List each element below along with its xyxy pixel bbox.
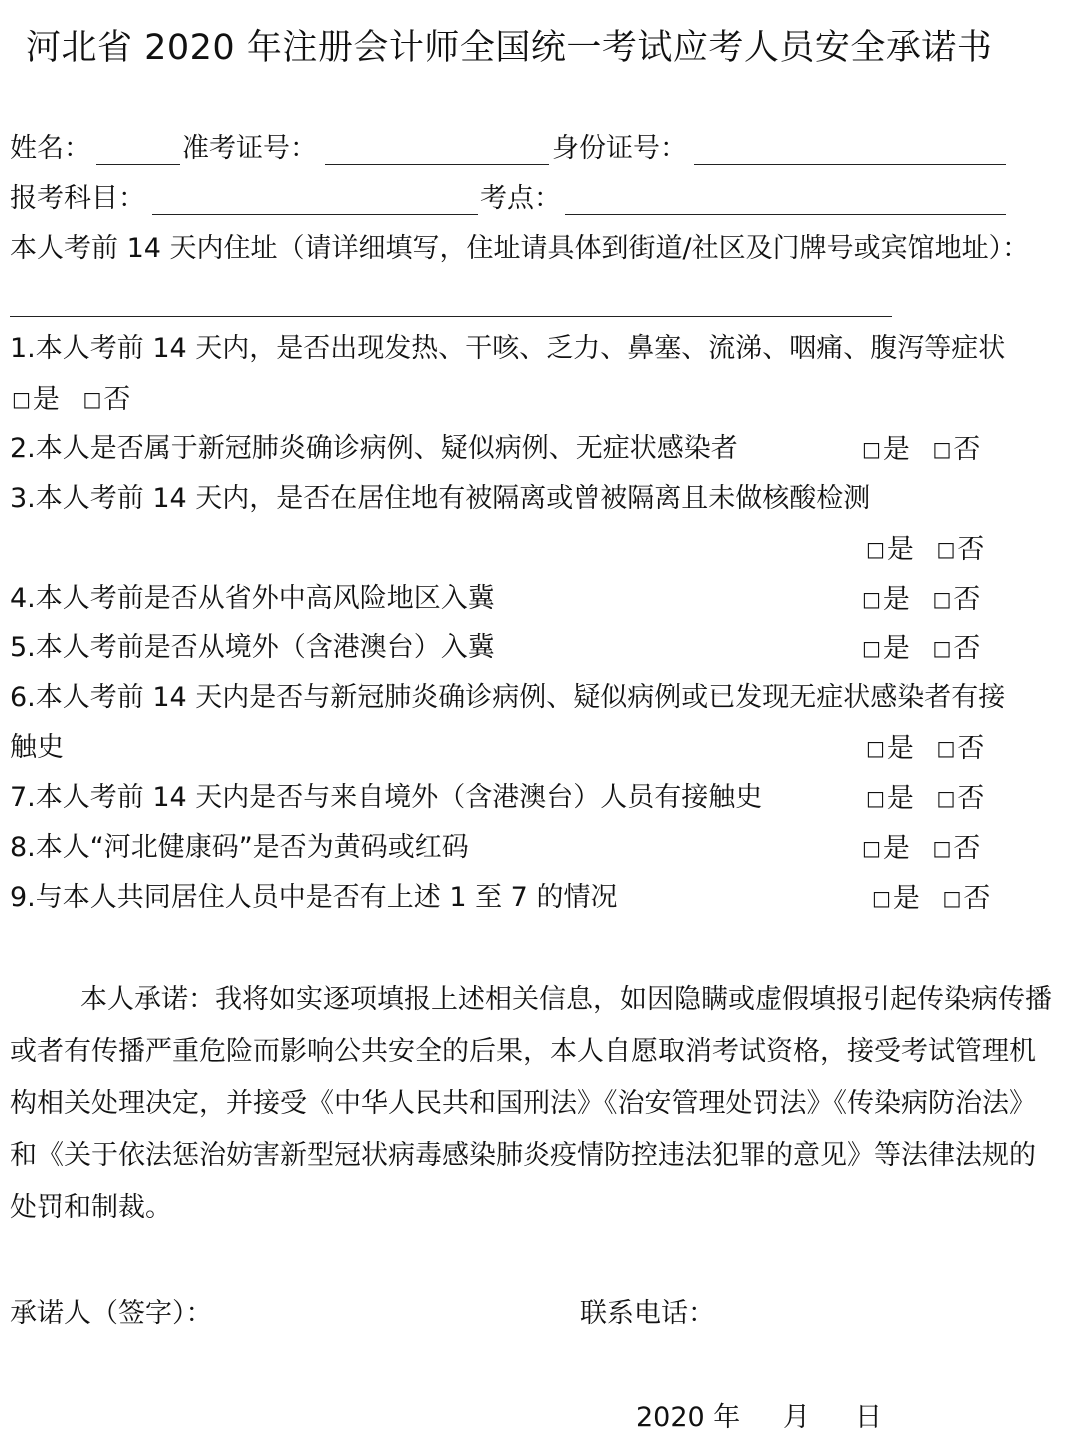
no-label: 否 [953, 434, 981, 465]
subject-label: 报考科目： [10, 183, 145, 214]
question-4-no-checkbox[interactable]: □ [932, 587, 952, 611]
yes-label: 是 [32, 384, 60, 415]
question-7-options [866, 781, 984, 816]
exam-site-field[interactable] [565, 214, 1006, 215]
no-label: 否 [957, 783, 985, 814]
no-label: 否 [953, 833, 981, 864]
question-1-options [12, 382, 130, 417]
yes-label: 是 [882, 434, 910, 465]
question-9-no-checkbox[interactable]: □ [942, 886, 962, 910]
question-1: 1.本人考前 14 天内，是否出现发热、干咳、乏力、鼻塞、流涕、咽痛、腹泻等症状 [10, 333, 1006, 364]
yes-label: 是 [886, 733, 914, 764]
question-8-yes-checkbox[interactable]: □ [862, 836, 881, 860]
no-label: 否 [963, 883, 991, 914]
question-7: 7.本人考前 14 天内是否与来自境外（含港澳台）人员有接触史 [10, 782, 763, 813]
yes-label: 是 [892, 883, 920, 914]
question-6: 6.本人考前 14 天内是否与新冠肺炎确诊病例、疑似病例或已发现无症状感染者有接 [10, 682, 1006, 713]
question-1-no-checkbox[interactable]: □ [82, 387, 102, 411]
question-2-yes-checkbox[interactable]: □ [862, 437, 881, 461]
ticket-number-label: 准考证号： [182, 133, 317, 164]
question-2-no-checkbox[interactable]: □ [932, 437, 952, 461]
question-5: 5.本人考前是否从境外（含港澳台）入冀 [10, 632, 495, 663]
question-3-options [866, 532, 984, 567]
question-3: 3.本人考前 14 天内，是否在居住地有被隔离或曾被隔离且未做核酸检测 [10, 483, 871, 514]
question-2-options [862, 432, 980, 467]
question-8-no-checkbox[interactable]: □ [932, 836, 952, 860]
no-label: 否 [953, 633, 981, 664]
signature-label: 承诺人（签字）： [10, 1298, 213, 1329]
id-number-field[interactable] [694, 164, 1006, 165]
address-field[interactable] [10, 316, 892, 317]
exam-site-label: 考点： [480, 183, 561, 214]
yes-label: 是 [882, 833, 910, 864]
question-1-yes-checkbox[interactable]: □ [12, 387, 31, 411]
question-5-yes-checkbox[interactable]: □ [862, 636, 881, 660]
question-3-yes-checkbox[interactable]: □ [866, 537, 885, 561]
phone-label: 联系电话： [580, 1298, 715, 1329]
question-2: 2.本人是否属于新冠肺炎确诊病例、疑似病例、无症状感染者 [10, 433, 738, 464]
no-label: 否 [957, 733, 985, 764]
question-9: 9.与本人共同居住人员中是否有上述 1 至 7 的情况 [10, 882, 618, 913]
id-number-label: 身份证号： [552, 133, 687, 164]
question-4-options [862, 582, 980, 617]
question-6-yes-checkbox[interactable]: □ [866, 736, 885, 760]
question-7-no-checkbox[interactable]: □ [936, 786, 956, 810]
pledge-paragraph: 本人承诺：我将如实逐项填报上述相关信息，如因隐瞒或虚假填报引起传染病传播或者有传播严重危险而影响公共安全的后果，本人自愿取消考试资格，接受考试管理机构相关处理决定，并接受《中华人民共和国刑法》《治安管理处罚法》《传染病防治法》和《关于依法惩治妨害新型冠状病毒感染肺炎疫情防控违法犯罪的意见》等法律法规的处罚和制裁。 [10, 984, 1052, 1223]
date-month: 月 [783, 1402, 810, 1433]
ticket-number-field[interactable] [325, 164, 549, 165]
no-label: 否 [953, 584, 981, 615]
name-label: 姓名： [10, 133, 91, 164]
no-label: 否 [103, 384, 131, 415]
yes-label: 是 [882, 584, 910, 615]
question-7-yes-checkbox[interactable]: □ [866, 786, 885, 810]
question-3-no-checkbox[interactable]: □ [936, 537, 956, 561]
yes-label: 是 [886, 534, 914, 565]
question-8-options [862, 831, 980, 866]
question-6-no-checkbox[interactable]: □ [936, 736, 956, 760]
question-8: 8.本人“河北健康码”是否为黄码或红码 [10, 832, 469, 863]
question-5-options [862, 631, 980, 666]
question-6-continued: 触史 [10, 732, 64, 763]
no-label: 否 [957, 534, 985, 565]
yes-label: 是 [886, 783, 914, 814]
subject-field[interactable] [152, 214, 478, 215]
address-label: 本人考前 14 天内住址（请详细填写，住址请具体到街道/社区及门牌号或宾馆地址）： [10, 233, 1030, 264]
question-4: 4.本人考前是否从省外中高风险地区入冀 [10, 583, 495, 614]
page-title: 河北省 2020 年注册会计师全国统一考试应考人员安全承诺书 [26, 28, 993, 68]
question-5-no-checkbox[interactable]: □ [932, 636, 952, 660]
question-4-yes-checkbox[interactable]: □ [862, 587, 881, 611]
question-9-yes-checkbox[interactable]: □ [872, 886, 891, 910]
name-field[interactable] [96, 164, 180, 165]
question-9-options [872, 881, 990, 916]
date-year: 2020 年 [636, 1402, 741, 1433]
date-day: 日 [855, 1402, 882, 1433]
yes-label: 是 [882, 633, 910, 664]
question-6-options [866, 731, 984, 766]
